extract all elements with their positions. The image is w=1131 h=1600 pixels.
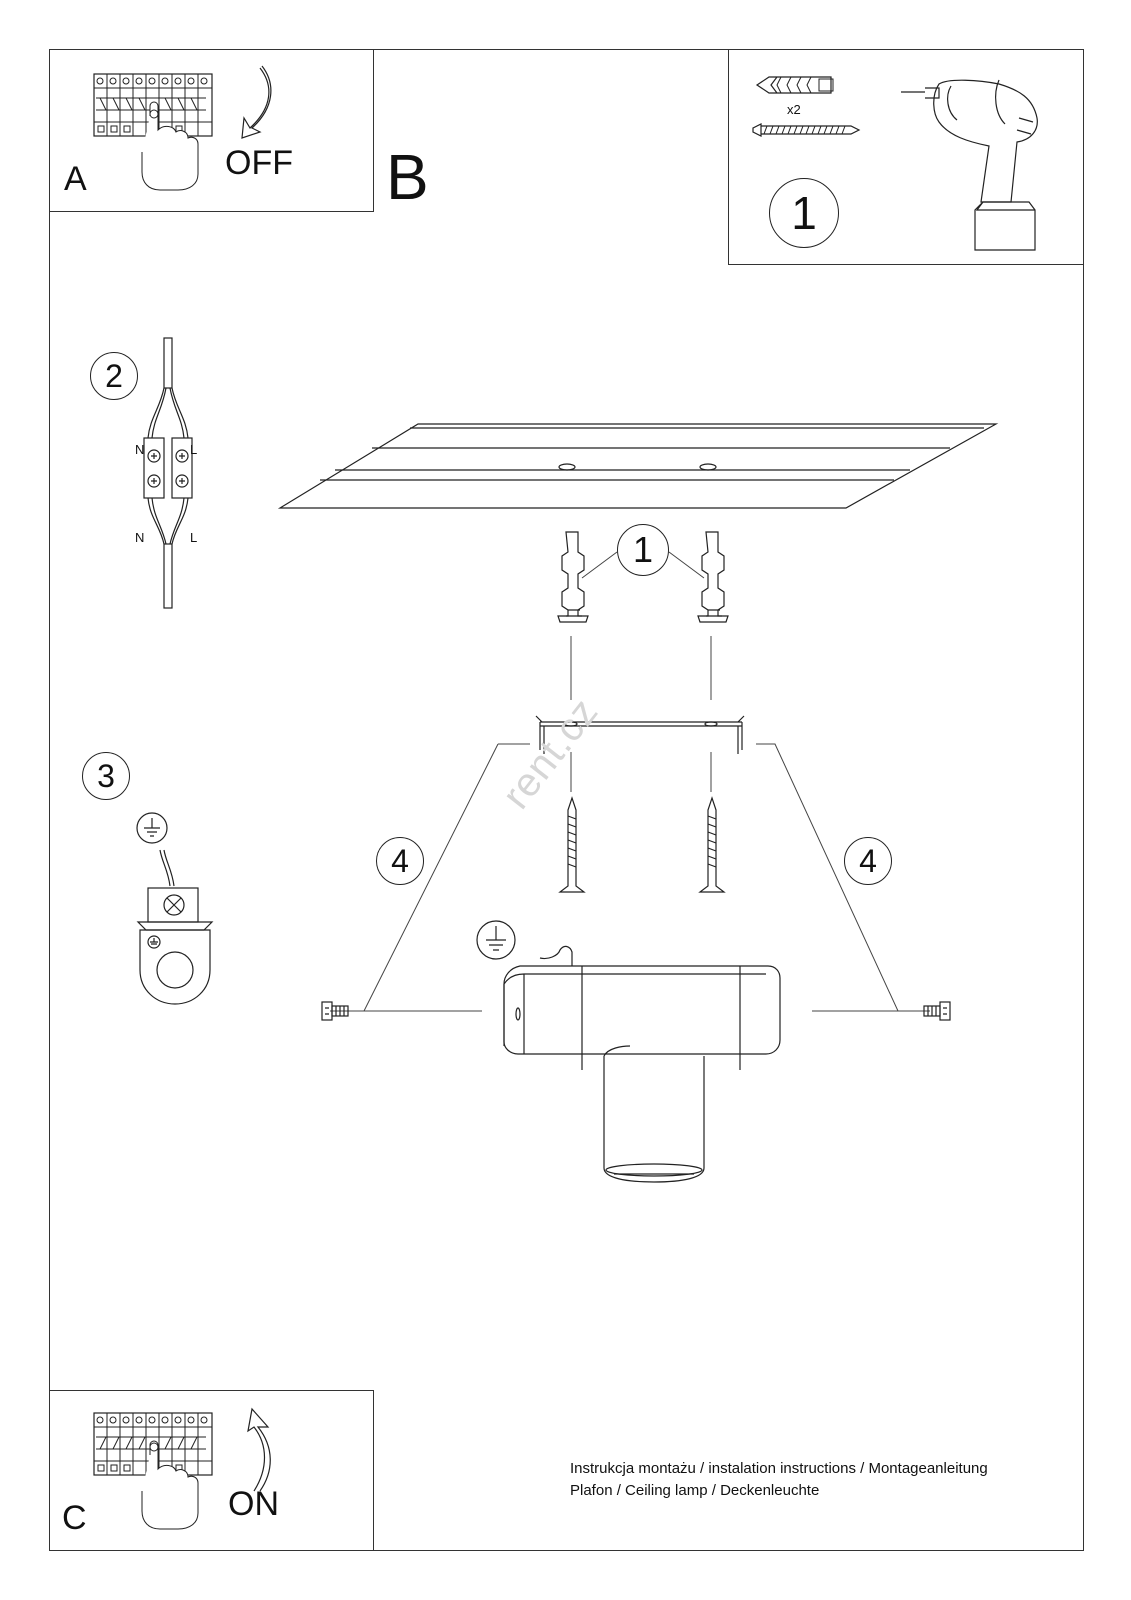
step-4-right-marker xyxy=(844,837,892,885)
step-1-center-number: 1 xyxy=(632,529,654,570)
wire-n-bottom: N xyxy=(135,530,145,545)
side-screw-left-icon xyxy=(320,1000,352,1022)
step-1-number: 1 xyxy=(791,187,817,239)
off-label: OFF xyxy=(225,144,293,182)
screw-right-icon xyxy=(697,796,727,906)
on-label: ON xyxy=(228,1485,279,1523)
arrow-up-icon xyxy=(236,1405,286,1495)
quantity-label: x2 xyxy=(787,102,801,117)
panel-c-letter: C xyxy=(62,1499,87,1537)
wire-n-top: N xyxy=(135,442,145,457)
step-4-right-number: 4 xyxy=(859,842,877,879)
footer-title: Instrukcja montażu / instalation instructions / Montageanleitung xyxy=(570,1460,988,1477)
ceiling-lamp-icon xyxy=(490,944,810,1194)
step-3-number: 3 xyxy=(97,757,115,794)
side-screw-right-icon xyxy=(920,1000,952,1022)
panel-c xyxy=(49,1390,374,1551)
watermark-text: rent.cz xyxy=(494,689,607,818)
panel-a-letter: A xyxy=(64,160,87,198)
wire-l-top: L xyxy=(190,442,198,457)
breaker-switch-on-icon xyxy=(86,1407,226,1537)
step-2-number: 2 xyxy=(105,357,123,394)
screw-left-icon xyxy=(557,796,587,906)
footer-subtitle: Plafon / Ceiling lamp / Deckenleuchte xyxy=(570,1482,820,1499)
step-4-left-marker xyxy=(376,837,424,885)
panel-b-letter: B xyxy=(386,141,429,213)
step-4-left-number: 4 xyxy=(391,842,409,879)
wire-l-bottom: L xyxy=(190,530,198,545)
